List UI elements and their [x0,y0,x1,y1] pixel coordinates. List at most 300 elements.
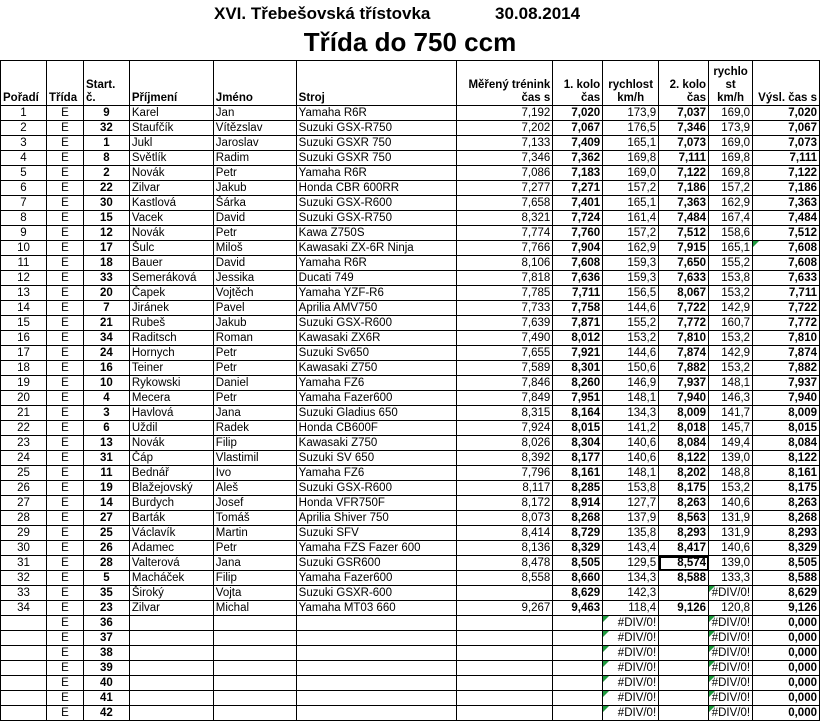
cell-lap1-speed[interactable]: 153,8 [603,481,659,496]
cell-lap2-speed[interactable]: 169,0 [709,106,753,121]
cell-first-name[interactable]: Jaroslav [213,136,296,151]
cell-rank[interactable]: 28 [1,511,47,526]
cell-surname[interactable]: Uždil [129,421,213,436]
cell-machine[interactable]: Yamaha R6R [296,166,456,181]
cell-surname[interactable]: Teiner [129,361,213,376]
cell-lap2-speed[interactable]: 133,3 [709,571,753,586]
cell-result-time[interactable]: 7,810 [753,331,820,346]
cell-machine[interactable]: Honda VFR750F [296,496,456,511]
cell-lap2-speed[interactable]: 153,2 [709,481,753,496]
cell-machine[interactable]: Suzuki GSXR 750 [296,136,456,151]
cell-result-time[interactable]: 8,015 [753,421,820,436]
cell-surname[interactable]: Macháček [129,571,213,586]
cell-lap1-speed[interactable]: 159,3 [603,271,659,286]
cell-result-time[interactable]: 8,588 [753,571,820,586]
cell-lap2-speed[interactable]: 167,4 [709,211,753,226]
cell-lap1-speed[interactable]: 140,6 [603,436,659,451]
cell-class[interactable]: E [46,586,83,601]
cell-lap1-time[interactable]: 7,904 [553,241,603,256]
cell-lap1-speed[interactable]: 127,7 [603,496,659,511]
cell-machine[interactable] [296,631,456,646]
cell-class[interactable]: E [46,526,83,541]
cell-rank[interactable]: 19 [1,376,47,391]
header-lap1-speed[interactable]: rychlost km/h [603,61,659,106]
header-result-time[interactable]: Výsl. čas s [753,61,820,106]
cell-first-name[interactable]: David [213,211,296,226]
cell-class[interactable]: E [46,271,83,286]
cell-class[interactable]: E [46,301,83,316]
cell-result-time[interactable]: 7,122 [753,166,820,181]
cell-lap2-time[interactable]: 7,874 [659,346,709,361]
cell-rank[interactable]: 18 [1,361,47,376]
cell-lap1-speed[interactable]: 165,1 [603,136,659,151]
cell-first-name[interactable]: Petr [213,541,296,556]
cell-first-name[interactable]: Josef [213,496,296,511]
cell-start-number[interactable]: 11 [83,466,129,481]
cell-training-time[interactable]: 8,414 [456,526,553,541]
cell-start-number[interactable]: 19 [83,481,129,496]
cell-first-name[interactable] [213,691,296,706]
cell-lap1-speed[interactable]: #DIV/0! [603,631,659,646]
cell-lap2-time[interactable]: 7,186 [659,181,709,196]
cell-machine[interactable]: Suzuki SFV [296,526,456,541]
cell-machine[interactable] [296,691,456,706]
cell-training-time[interactable]: 8,321 [456,211,553,226]
cell-lap2-speed[interactable]: 155,2 [709,256,753,271]
cell-lap1-time[interactable]: 7,271 [553,181,603,196]
cell-machine[interactable]: Yamaha Fazer600 [296,391,456,406]
cell-lap2-speed[interactable]: 148,8 [709,466,753,481]
cell-class[interactable]: E [46,181,83,196]
cell-machine[interactable]: Yamaha R6R [296,106,456,121]
cell-first-name[interactable] [213,676,296,691]
cell-lap1-time[interactable]: 7,067 [553,121,603,136]
cell-lap1-time[interactable]: 8,177 [553,451,603,466]
cell-class[interactable]: E [46,196,83,211]
cell-rank[interactable]: 31 [1,556,47,571]
cell-lap1-speed[interactable]: 155,2 [603,316,659,331]
cell-training-time[interactable]: 7,796 [456,466,553,481]
cell-surname[interactable]: Novák [129,226,213,241]
cell-training-time[interactable]: 7,849 [456,391,553,406]
cell-training-time[interactable] [456,631,553,646]
cell-start-number[interactable]: 26 [83,541,129,556]
cell-lap2-time[interactable]: 8,175 [659,481,709,496]
cell-machine[interactable]: Yamaha Fazer600 [296,571,456,586]
cell-training-time[interactable]: 7,658 [456,196,553,211]
cell-first-name[interactable]: Petr [213,226,296,241]
cell-rank[interactable]: 6 [1,181,47,196]
cell-first-name[interactable]: Jessika [213,271,296,286]
cell-result-time[interactable]: 7,608 [753,256,820,271]
cell-surname[interactable]: Široký [129,586,213,601]
cell-lap1-speed[interactable]: 162,9 [603,241,659,256]
cell-class[interactable]: E [46,496,83,511]
cell-class[interactable]: E [46,166,83,181]
header-lap2-time[interactable]: 2. kolo čas [659,61,709,106]
cell-lap1-time[interactable]: 7,871 [553,316,603,331]
cell-class[interactable]: E [46,316,83,331]
cell-lap2-speed[interactable]: #DIV/0! [709,706,753,721]
cell-class[interactable]: E [46,616,83,631]
cell-lap2-speed[interactable]: #DIV/0! [709,631,753,646]
cell-result-time[interactable]: 0,000 [753,706,820,721]
cell-start-number[interactable]: 25 [83,526,129,541]
cell-start-number[interactable]: 15 [83,211,129,226]
cell-class[interactable]: E [46,481,83,496]
cell-training-time[interactable]: 7,774 [456,226,553,241]
cell-machine[interactable]: Yamaha FZ6 [296,466,456,481]
cell-rank[interactable]: 21 [1,406,47,421]
cell-lap2-time[interactable]: 8,263 [659,496,709,511]
cell-training-time[interactable] [456,616,553,631]
cell-class[interactable]: E [46,436,83,451]
cell-training-time[interactable] [456,586,553,601]
cell-lap2-time[interactable]: 7,940 [659,391,709,406]
cell-training-time[interactable]: 8,172 [456,496,553,511]
cell-lap2-speed[interactable]: 160,7 [709,316,753,331]
cell-machine[interactable]: Suzuki SV 650 [296,451,456,466]
cell-first-name[interactable] [213,661,296,676]
cell-start-number[interactable]: 39 [83,661,129,676]
cell-machine[interactable]: Suzuki GSX-R600 [296,316,456,331]
cell-machine[interactable] [296,661,456,676]
cell-lap1-time[interactable] [553,676,603,691]
cell-lap1-speed[interactable]: 143,4 [603,541,659,556]
cell-lap2-speed[interactable]: 165,1 [709,241,753,256]
cell-result-time[interactable]: 0,000 [753,616,820,631]
cell-surname[interactable] [129,616,213,631]
cell-lap1-time[interactable]: 7,758 [553,301,603,316]
cell-surname[interactable]: Jiránek [129,301,213,316]
cell-first-name[interactable]: Petr [213,346,296,361]
cell-training-time[interactable]: 7,733 [456,301,553,316]
cell-first-name[interactable] [213,706,296,721]
cell-class[interactable]: E [46,106,83,121]
cell-class[interactable]: E [46,151,83,166]
cell-first-name[interactable]: Filip [213,436,296,451]
cell-lap1-time[interactable] [553,706,603,721]
cell-training-time[interactable]: 7,490 [456,331,553,346]
cell-lap1-speed[interactable]: 118,4 [603,601,659,616]
cell-start-number[interactable]: 9 [83,106,129,121]
cell-start-number[interactable]: 32 [83,121,129,136]
cell-training-time[interactable]: 7,655 [456,346,553,361]
cell-training-time[interactable]: 8,558 [456,571,553,586]
cell-lap1-time[interactable]: 8,015 [553,421,603,436]
cell-training-time[interactable]: 7,818 [456,271,553,286]
cell-first-name[interactable]: Michal [213,601,296,616]
cell-lap2-time[interactable] [659,646,709,661]
cell-training-time[interactable]: 8,478 [456,556,553,571]
cell-training-time[interactable] [456,646,553,661]
cell-lap2-time[interactable]: 7,346 [659,121,709,136]
cell-machine[interactable]: Honda CB600F [296,421,456,436]
cell-lap1-time[interactable]: 8,260 [553,376,603,391]
cell-lap2-time[interactable] [659,676,709,691]
cell-machine[interactable]: Ducati 749 [296,271,456,286]
cell-lap1-speed[interactable]: #DIV/0! [603,691,659,706]
cell-training-time[interactable] [456,676,553,691]
cell-class[interactable]: E [46,706,83,721]
cell-machine[interactable]: Suzuki GSX-R750 [296,121,456,136]
cell-rank[interactable] [1,616,47,631]
cell-start-number[interactable]: 10 [83,376,129,391]
cell-lap2-time[interactable]: 8,574 [659,556,709,571]
cell-start-number[interactable]: 12 [83,226,129,241]
cell-start-number[interactable]: 36 [83,616,129,631]
cell-machine[interactable]: Suzuki GSX-R600 [296,196,456,211]
cell-lap2-speed[interactable]: 148,1 [709,376,753,391]
cell-first-name[interactable]: Miloš [213,241,296,256]
cell-lap2-speed[interactable]: #DIV/0! [709,586,753,601]
cell-rank[interactable]: 32 [1,571,47,586]
cell-rank[interactable]: 8 [1,211,47,226]
cell-result-time[interactable]: 7,711 [753,286,820,301]
cell-lap1-speed[interactable]: #DIV/0! [603,676,659,691]
cell-lap2-speed[interactable]: 153,2 [709,331,753,346]
cell-class[interactable]: E [46,256,83,271]
cell-lap2-time[interactable]: 8,009 [659,406,709,421]
cell-lap1-speed[interactable]: #DIV/0! [603,616,659,631]
cell-lap2-speed[interactable]: 142,9 [709,346,753,361]
header-lap1-time[interactable]: 1. kolo čas [553,61,603,106]
cell-lap1-time[interactable]: 8,285 [553,481,603,496]
cell-rank[interactable]: 3 [1,136,47,151]
cell-start-number[interactable]: 35 [83,586,129,601]
cell-training-time[interactable]: 7,785 [456,286,553,301]
cell-rank[interactable]: 22 [1,421,47,436]
cell-lap2-time[interactable]: 8,588 [659,571,709,586]
cell-start-number[interactable]: 17 [83,241,129,256]
cell-lap1-time[interactable]: 7,636 [553,271,603,286]
cell-class[interactable]: E [46,421,83,436]
cell-class[interactable]: E [46,466,83,481]
cell-machine[interactable]: Suzuki Sv650 [296,346,456,361]
cell-start-number[interactable]: 34 [83,331,129,346]
cell-lap2-time[interactable]: 8,202 [659,466,709,481]
cell-training-time[interactable]: 7,192 [456,106,553,121]
cell-lap1-time[interactable]: 7,183 [553,166,603,181]
cell-lap1-speed[interactable]: 159,3 [603,256,659,271]
cell-class[interactable]: E [46,511,83,526]
cell-start-number[interactable]: 23 [83,601,129,616]
cell-result-time[interactable]: 7,512 [753,226,820,241]
cell-lap1-speed[interactable]: 137,9 [603,511,659,526]
cell-training-time[interactable]: 7,924 [456,421,553,436]
cell-start-number[interactable]: 7 [83,301,129,316]
cell-training-time[interactable]: 7,589 [456,361,553,376]
cell-rank[interactable] [1,631,47,646]
cell-lap1-time[interactable]: 7,724 [553,211,603,226]
cell-lap2-speed[interactable]: 157,2 [709,181,753,196]
cell-lap2-time[interactable] [659,616,709,631]
cell-surname[interactable]: Bauer [129,256,213,271]
cell-start-number[interactable]: 42 [83,706,129,721]
cell-surname[interactable]: Valterová [129,556,213,571]
cell-first-name[interactable]: Vlastimil [213,451,296,466]
cell-lap2-time[interactable]: 7,363 [659,196,709,211]
cell-machine[interactable]: Yamaha MT03 660 [296,601,456,616]
cell-lap2-time[interactable] [659,691,709,706]
cell-machine[interactable]: Suzuki GSXR-600 [296,586,456,601]
cell-rank[interactable]: 29 [1,526,47,541]
cell-first-name[interactable]: Petr [213,391,296,406]
cell-lap1-time[interactable]: 7,921 [553,346,603,361]
cell-result-time[interactable]: 7,363 [753,196,820,211]
cell-lap1-time[interactable]: 8,729 [553,526,603,541]
cell-class[interactable]: E [46,601,83,616]
cell-lap2-time[interactable]: 8,018 [659,421,709,436]
cell-lap1-speed[interactable]: 150,6 [603,361,659,376]
cell-result-time[interactable]: 8,122 [753,451,820,466]
cell-result-time[interactable]: 8,084 [753,436,820,451]
cell-lap2-time[interactable] [659,706,709,721]
cell-rank[interactable]: 14 [1,301,47,316]
cell-surname[interactable]: Adamec [129,541,213,556]
cell-lap1-speed[interactable]: 176,5 [603,121,659,136]
cell-machine[interactable]: Aprilia Shiver 750 [296,511,456,526]
cell-lap2-speed[interactable]: 141,7 [709,406,753,421]
cell-rank[interactable] [1,646,47,661]
cell-lap1-time[interactable]: 8,164 [553,406,603,421]
cell-class[interactable]: E [46,571,83,586]
cell-surname[interactable] [129,646,213,661]
cell-result-time[interactable]: 7,067 [753,121,820,136]
cell-lap2-speed[interactable]: 169,8 [709,151,753,166]
cell-lap2-time[interactable]: 7,037 [659,106,709,121]
cell-lap1-speed[interactable]: 129,5 [603,556,659,571]
cell-rank[interactable]: 24 [1,451,47,466]
cell-surname[interactable]: Karel [129,106,213,121]
cell-machine[interactable]: Kawasaki Z750 [296,436,456,451]
cell-lap1-speed[interactable]: 157,2 [603,226,659,241]
cell-lap1-time[interactable]: 8,161 [553,466,603,481]
cell-class[interactable]: E [46,646,83,661]
cell-rank[interactable]: 30 [1,541,47,556]
cell-result-time[interactable]: 8,293 [753,526,820,541]
cell-lap1-speed[interactable]: 146,9 [603,376,659,391]
cell-machine[interactable]: Suzuki Gladius 650 [296,406,456,421]
cell-surname[interactable]: Václavík [129,526,213,541]
cell-result-time[interactable]: 8,329 [753,541,820,556]
cell-lap2-time[interactable]: 7,810 [659,331,709,346]
cell-lap2-speed[interactable]: #DIV/0! [709,616,753,631]
cell-result-time[interactable]: 7,608 [753,241,820,256]
cell-rank[interactable]: 5 [1,166,47,181]
cell-rank[interactable]: 25 [1,466,47,481]
cell-lap2-time[interactable] [659,631,709,646]
cell-surname[interactable]: Vacek [129,211,213,226]
cell-start-number[interactable]: 6 [83,421,129,436]
cell-rank[interactable]: 33 [1,586,47,601]
cell-first-name[interactable]: Martin [213,526,296,541]
cell-first-name[interactable]: Pavel [213,301,296,316]
cell-result-time[interactable]: 7,937 [753,376,820,391]
cell-lap1-time[interactable]: 7,362 [553,151,603,166]
cell-first-name[interactable] [213,616,296,631]
cell-machine[interactable] [296,616,456,631]
cell-lap2-time[interactable]: 8,417 [659,541,709,556]
cell-lap2-speed[interactable]: 131,9 [709,511,753,526]
cell-rank[interactable]: 23 [1,436,47,451]
cell-lap1-time[interactable]: 8,301 [553,361,603,376]
cell-lap1-speed[interactable]: 173,9 [603,106,659,121]
cell-rank[interactable]: 1 [1,106,47,121]
cell-lap2-speed[interactable]: 140,6 [709,541,753,556]
cell-surname[interactable] [129,631,213,646]
header-start-number[interactable]: Start. č. [83,61,129,106]
cell-lap1-speed[interactable]: 153,2 [603,331,659,346]
cell-start-number[interactable]: 5 [83,571,129,586]
cell-surname[interactable]: Jukl [129,136,213,151]
cell-machine[interactable]: Suzuki GSX-R750 [296,211,456,226]
cell-lap2-time[interactable]: 7,650 [659,256,709,271]
cell-machine[interactable]: Yamaha FZS Fazer 600 [296,541,456,556]
header-training-time[interactable]: Měřený trénink čas s [456,61,553,106]
cell-class[interactable]: E [46,556,83,571]
cell-training-time[interactable]: 8,315 [456,406,553,421]
cell-surname[interactable]: Kastlová [129,196,213,211]
cell-start-number[interactable]: 22 [83,181,129,196]
cell-lap1-speed[interactable]: 140,6 [603,451,659,466]
header-first-name[interactable]: Jméno [213,61,296,106]
cell-lap1-time[interactable]: 7,020 [553,106,603,121]
cell-training-time[interactable] [456,691,553,706]
cell-class[interactable]: E [46,391,83,406]
cell-result-time[interactable]: 7,940 [753,391,820,406]
cell-lap1-time[interactable]: 8,660 [553,571,603,586]
cell-class[interactable]: E [46,361,83,376]
header-lap2-speed[interactable]: rychlo st km/h [709,61,753,106]
cell-lap1-time[interactable]: 9,463 [553,601,603,616]
cell-rank[interactable]: 20 [1,391,47,406]
cell-lap1-speed[interactable]: 156,5 [603,286,659,301]
cell-start-number[interactable]: 37 [83,631,129,646]
cell-lap2-speed[interactable]: 153,8 [709,271,753,286]
cell-surname[interactable]: Raditsch [129,331,213,346]
cell-surname[interactable]: Hornych [129,346,213,361]
cell-surname[interactable]: Mecera [129,391,213,406]
cell-first-name[interactable]: Vítězslav [213,121,296,136]
cell-start-number[interactable]: 28 [83,556,129,571]
cell-lap1-time[interactable]: 8,012 [553,331,603,346]
cell-lap2-time[interactable]: 7,122 [659,166,709,181]
cell-class[interactable]: E [46,676,83,691]
cell-start-number[interactable]: 20 [83,286,129,301]
cell-start-number[interactable]: 21 [83,316,129,331]
cell-lap1-time[interactable] [553,646,603,661]
cell-lap2-speed[interactable]: 120,8 [709,601,753,616]
cell-rank[interactable] [1,691,47,706]
cell-start-number[interactable]: 27 [83,511,129,526]
cell-lap2-time[interactable] [659,661,709,676]
cell-rank[interactable]: 15 [1,316,47,331]
cell-result-time[interactable]: 8,009 [753,406,820,421]
cell-lap1-time[interactable] [553,691,603,706]
cell-first-name[interactable]: Jakub [213,181,296,196]
cell-lap2-speed[interactable]: 153,2 [709,361,753,376]
cell-first-name[interactable]: Vojtěch [213,286,296,301]
cell-class[interactable]: E [46,631,83,646]
cell-first-name[interactable]: Šárka [213,196,296,211]
cell-rank[interactable]: 27 [1,496,47,511]
cell-lap2-speed[interactable]: 139,0 [709,451,753,466]
cell-surname[interactable]: Semeráková [129,271,213,286]
cell-result-time[interactable]: 0,000 [753,691,820,706]
cell-lap1-time[interactable]: 8,329 [553,541,603,556]
cell-machine[interactable]: Suzuki GSXR 750 [296,151,456,166]
